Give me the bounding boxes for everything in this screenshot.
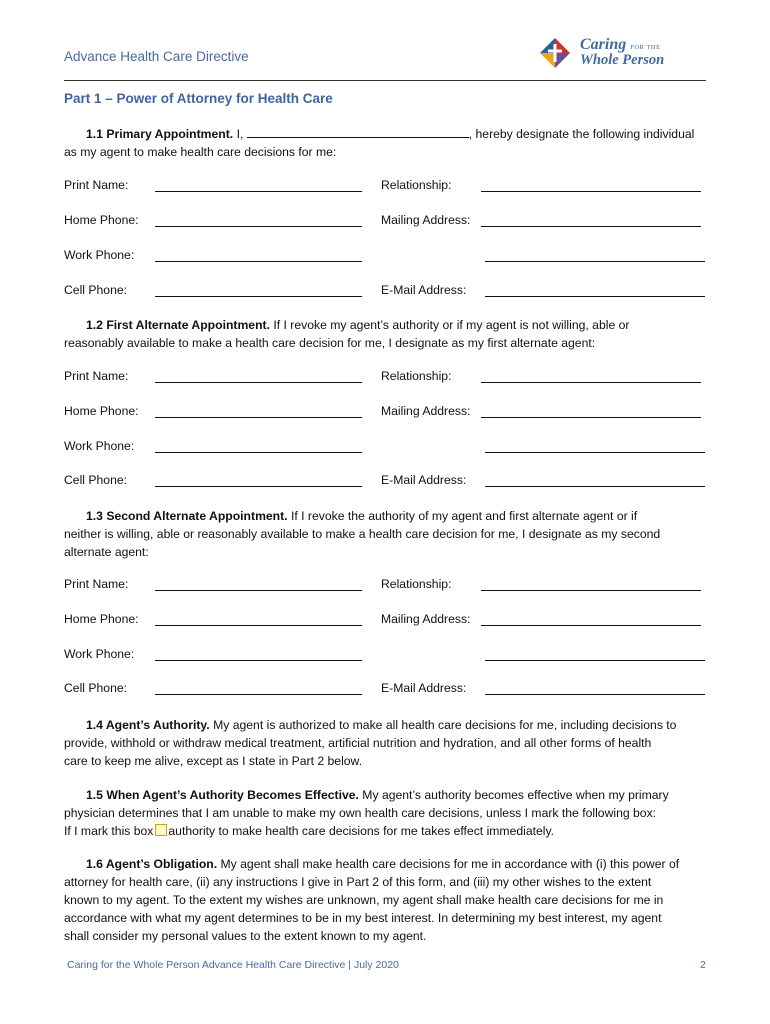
immediate-effect-checkbox[interactable]: [155, 824, 167, 836]
section-1-3-heading: 1.3 Second Alternate Appointment.: [86, 509, 288, 523]
diamond-logo-icon: [538, 36, 572, 70]
section-1-4-heading: 1.4 Agent’s Authority.: [86, 718, 210, 732]
section-1-5-heading: 1.5 When Agent’s Authority Becomes Effective.: [86, 788, 359, 802]
page-number: 2: [700, 959, 706, 971]
section-1-1-heading: 1.1 Primary Appointment.: [86, 127, 234, 141]
second-alt-cell-phone-field[interactable]: [155, 694, 362, 695]
header-divider: [64, 80, 706, 81]
part-title: Part 1 – Power of Attorney for Health Care: [64, 91, 333, 106]
primary-agent-row-2: Home Phone: Mailing Address:: [0, 213, 770, 233]
first-alt-cell-phone-field[interactable]: [155, 486, 362, 487]
first-alt-home-phone-field[interactable]: [155, 417, 362, 418]
second-alt-email-field[interactable]: [485, 694, 705, 695]
section-1-5: 1.5 When Agent’s Authority Becomes Effective. My agent’s authority becomes effective when my primary physician determines that I am unable to make my own health care decisions, unless I mark the following box: If I mark this box authority to make health care decisions for me takes effect immediately.: [64, 788, 669, 838]
primary-relationship-field[interactable]: [481, 191, 701, 192]
organization-logo: [534, 34, 664, 74]
first-alt-row-2: Home Phone: Mailing Address:: [0, 404, 770, 424]
second-alt-row-1: Print Name: Relationship:: [0, 577, 770, 597]
first-alt-print-name-field[interactable]: [155, 382, 362, 383]
second-alt-relationship-field[interactable]: [481, 590, 701, 591]
section-1-1: 1.1 Primary Appointment. I, , hereby designate the following individual as my agent to make health care decisions for me:: [64, 127, 695, 159]
first-alt-mailing-address-line2-field[interactable]: [485, 452, 705, 453]
footer-text: Caring for the Whole Person Advance Health Care Directive | July 2020: [67, 959, 399, 971]
second-alt-row-4: Cell Phone: E-Mail Address:: [0, 681, 770, 701]
second-alt-row-3: Work Phone:: [0, 647, 770, 667]
first-alt-row-4: Cell Phone: E-Mail Address:: [0, 473, 770, 493]
section-1-2: 1.2 First Alternate Appointment. If I revoke my agent’s authority or if my agent is not willing, able or reasonably available to make a health care decision for me, I designate as my first alternate agent:: [64, 318, 630, 350]
primary-agent-row-1: Print Name: Relationship:: [0, 178, 770, 198]
logo-text-caring: Caring: [580, 36, 627, 53]
second-alt-work-phone-field[interactable]: [155, 660, 362, 661]
principal-name-field[interactable]: [247, 125, 469, 138]
primary-print-name-field[interactable]: [155, 191, 362, 192]
primary-work-phone-field[interactable]: [155, 261, 362, 262]
second-alt-home-phone-field[interactable]: [155, 625, 362, 626]
second-alt-print-name-field[interactable]: [155, 590, 362, 591]
first-alt-relationship-field[interactable]: [481, 382, 701, 383]
primary-mailing-address-field[interactable]: [481, 226, 701, 227]
primary-home-phone-field[interactable]: [155, 226, 362, 227]
primary-email-field[interactable]: [485, 296, 705, 297]
first-alt-mailing-address-field[interactable]: [481, 417, 701, 418]
second-alt-row-2: Home Phone: Mailing Address:: [0, 612, 770, 632]
section-1-6: 1.6 Agent’s Obligation. My agent shall make health care decisions for me in accordance with (i) this power of attorney for health care, (ii) any instructions I give in Part 2 of this form, and (iii) my other wishes to the extent known to my agent. To the extent my wishes are unknown, my agent shall make health care decisions for me in accordance with what my agent determines to be in my best interest. In determining my best interest, my agent shall consider my personal values to the extent known to my agent.: [64, 857, 680, 943]
primary-agent-row-3: Work Phone:: [0, 248, 770, 268]
first-alt-row-3: Work Phone:: [0, 439, 770, 459]
first-alt-row-1: Print Name: Relationship:: [0, 369, 770, 389]
header-title: Advance Health Care Directive: [64, 49, 249, 64]
section-1-2-heading: 1.2 First Alternate Appointment.: [86, 318, 270, 332]
section-1-3: 1.3 Second Alternate Appointment. If I revoke the authority of my agent and first alternate agent or if neither is willing, able or reasonably available to make a health care decision for me, I designate as my second alternate agent:: [64, 509, 661, 559]
section-1-6-heading: 1.6 Agent’s Obligation.: [86, 857, 218, 871]
second-alt-mailing-address-field[interactable]: [481, 625, 701, 626]
logo-text-for-the: FOR THE: [630, 44, 661, 51]
first-alt-work-phone-field[interactable]: [155, 452, 362, 453]
primary-mailing-address-line2-field[interactable]: [485, 261, 705, 262]
logo-text-whole-person: Whole Person: [580, 52, 665, 68]
first-alt-email-field[interactable]: [485, 486, 705, 487]
primary-agent-row-4: Cell Phone: E-Mail Address:: [0, 283, 770, 303]
second-alt-mailing-address-line2-field[interactable]: [485, 660, 705, 661]
primary-cell-phone-field[interactable]: [155, 296, 362, 297]
section-1-4: 1.4 Agent’s Authority. My agent is authorized to make all health care decisions for me, including decisions to provide, withhold or withdraw medical treatment, artificial nutrition and hydration, and all other forms of health care to keep me alive, except as I state in Part 2 below.: [64, 718, 677, 768]
